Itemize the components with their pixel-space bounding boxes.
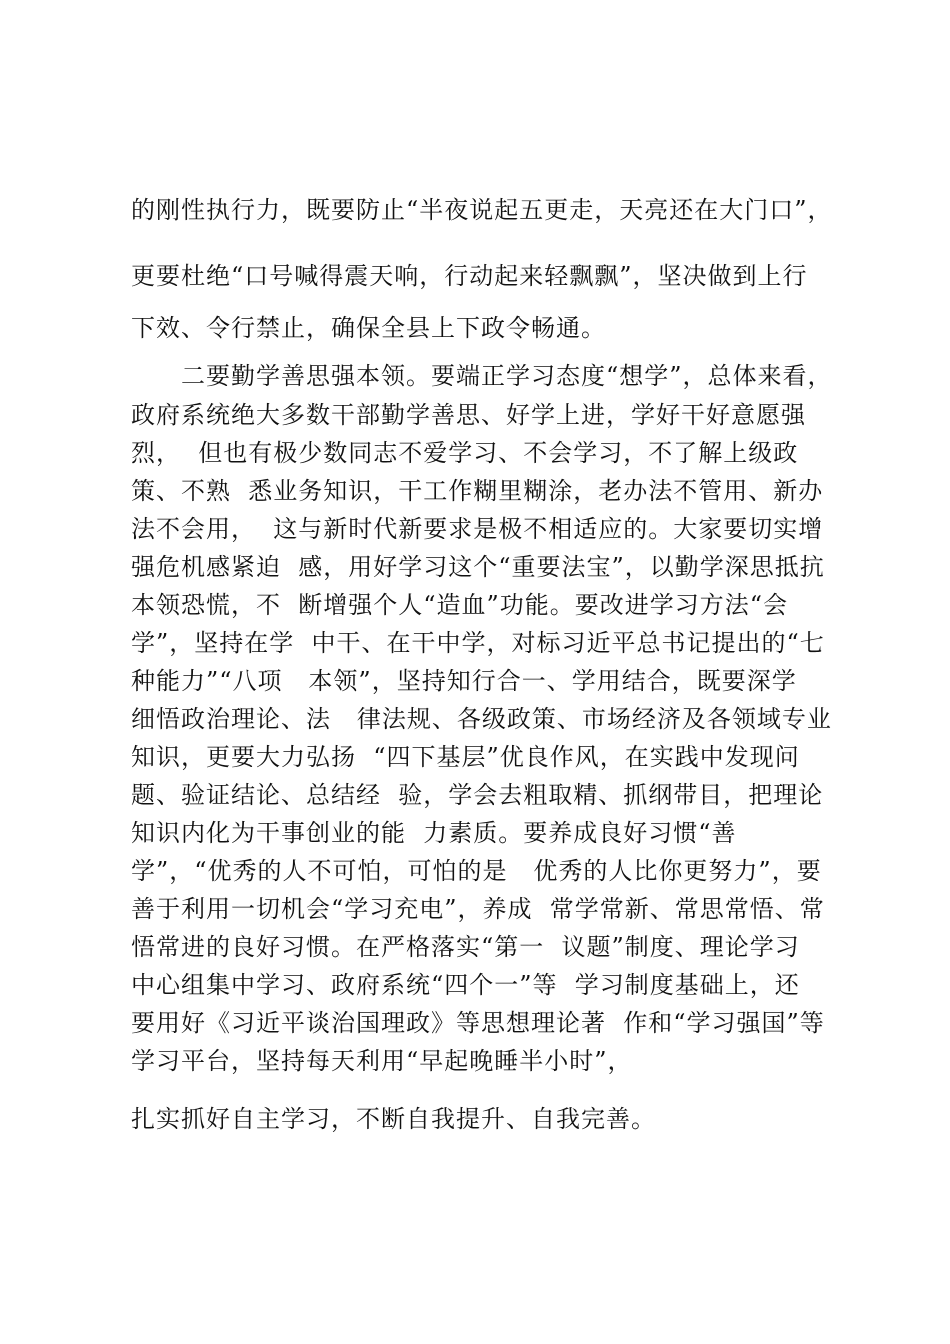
text-line: 学习平台，坚持每天利用“早起晚睡半小时”，: [131, 1047, 633, 1075]
text-line: 题、验证结论、总结经 验，学会去粗取精、抓纲带目，把理论: [131, 781, 824, 809]
text-line: 的刚性执行力，既要防止“半夜说起五更走，天亮还在大门口”，: [131, 196, 833, 224]
text-line: 扎实抓好自主学习，不断自我提升、自我完善。: [131, 1105, 656, 1133]
text-line: 知识内化为干事创业的能 力素质。要养成良好习惯“善: [131, 819, 737, 847]
text-line: 本领恐慌，不 断增强个人“造血”功能。要改进学习方法“会: [131, 591, 789, 619]
text-line: 更要杜绝“口号喊得震天响，行动起来轻飘飘”，坚决做到上行: [131, 262, 808, 290]
text-line: 学”，坚持在学 中干、在干中学，对标习近平总书记提出的“七: [131, 629, 825, 657]
text-line: 策、不熟 悉业务知识，干工作糊里糊涂，老办法不管用、新办: [131, 477, 824, 505]
text-line: 二要勤学善思强本领。要端正学习态度“想学”，总体来看，: [131, 362, 833, 390]
text-line: 要用好《习近平谈治国理政》等思想理论著 作和“学习强国”等: [131, 1009, 825, 1037]
text-line: 政府系统绝大多数干部勤学善思、好学上进，学好干好意愿强: [131, 401, 806, 429]
text-line: 悟常进的良好习惯。在严格落实“第一 议题”制度、理论学习: [131, 933, 800, 961]
text-line: 法不会用， 这与新时代新要求是极不相适应的。大家要切实增: [131, 515, 824, 543]
text-line: 细悟政治理论、法 律法规、各级政策、市场经济及各领域专业: [131, 705, 832, 733]
text-line: 学”，“优秀的人不可怕，可怕的是 优秀的人比你更努力”，要: [131, 857, 822, 885]
text-line: 知识，更要大力弘扬 “四下基层”优良作风，在实践中发现问: [131, 743, 800, 771]
text-line: 善于利用一切机会“学习充电”，养成 常学常新、常思常悟、常: [131, 895, 825, 923]
text-line: 中心组集中学习、政府系统“四个一”等 学习制度基础上，还: [131, 971, 800, 999]
text-line: 烈， 但也有极少数同志不爱学习、不会学习，不了解上级政: [131, 439, 799, 467]
text-line: 强危机感紧迫 感，用好学习这个“重要法宝”，以勤学深思抵抗: [131, 553, 825, 581]
text-line: 种能力”“八项 本领”，坚持知行合一、学用结合，既要深学: [131, 667, 797, 695]
text-line: 下效、令行禁止，确保全县上下政令畅通。: [131, 314, 606, 342]
